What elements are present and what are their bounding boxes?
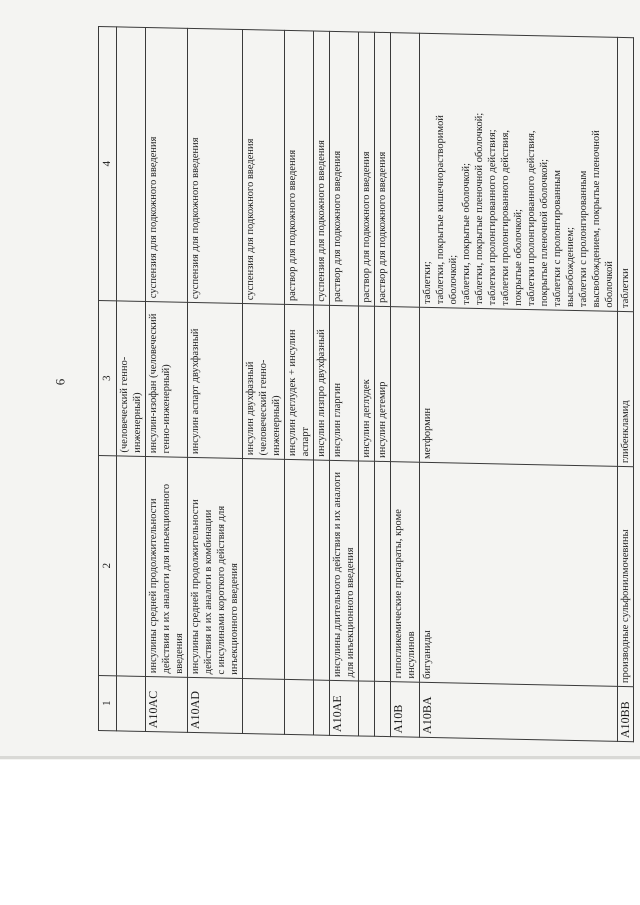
drug-line: инсулин деглудек [361, 379, 372, 458]
group-line: инсулины средней продолжительности [190, 499, 201, 675]
atc-code-cell [359, 681, 375, 736]
page-number: 6 [52, 378, 68, 386]
header-row [99, 27, 117, 731]
table-row [359, 32, 375, 736]
form-cell [618, 37, 634, 311]
drug-cell [243, 304, 285, 460]
group-cell [375, 461, 391, 681]
form-line: суспензия для подкожного введения [148, 136, 159, 299]
form-line: раствор для подкожного введения [287, 149, 298, 302]
form-line: таблетки пролонгированного действия, [526, 130, 537, 307]
group-line: инсулины средней продолжительности [148, 498, 159, 674]
group-cell [285, 459, 314, 680]
drug-line: генно-инженерный) [161, 364, 172, 454]
form-line: суспензия для подкожного введения [316, 140, 327, 302]
form-cell [285, 30, 314, 305]
table-row [375, 32, 391, 736]
group-line: введения [174, 633, 185, 674]
form-line: таблетки [620, 268, 631, 309]
drug-cell [330, 305, 359, 461]
table-row [117, 27, 146, 732]
form-line: таблетки с пролонгированным [552, 169, 563, 307]
group-line: инъекционного введения [229, 562, 240, 675]
form-line: таблетки; [422, 261, 433, 305]
form-cell [375, 32, 391, 306]
table-row [188, 28, 243, 733]
form-line: таблетки, покрытые оболочкой; [461, 162, 472, 305]
drug-line: инсулин детемир [377, 381, 388, 459]
drug-line: инженерный) [271, 395, 282, 456]
group-cell [618, 466, 634, 686]
group-line: бигуаниды [422, 630, 433, 680]
header-cell: 3 [99, 301, 117, 456]
drug-line: (человеческий генно- [119, 356, 130, 453]
header-cell: 2 [99, 456, 117, 676]
drug-cell [117, 301, 146, 457]
form-line: раствор для подкожного введения [361, 151, 372, 303]
form-line: оболочкой [604, 260, 615, 308]
drug-cell [314, 305, 330, 460]
group-line: производные сульфонилмочевины [620, 529, 631, 684]
group-cell [359, 461, 375, 681]
rotated-table-container [98, 27, 632, 741]
form-line: оболочкой; [448, 254, 459, 305]
drug-line: инсулин лизпро двухфазный [316, 329, 327, 457]
drug-cell [391, 307, 420, 463]
table-row [391, 33, 420, 738]
header-cell: 1 [99, 676, 117, 731]
drug-line: инсулин-изофан (человеческий [148, 313, 159, 454]
form-cell [359, 32, 375, 306]
form-line: суспензия для подкожного введения [245, 138, 256, 301]
table-row [330, 31, 359, 736]
drug-line: инсулин аспарт двухфазный [190, 328, 201, 455]
table-row [618, 37, 634, 741]
atc-code-cell [243, 679, 285, 735]
form-cell [391, 33, 420, 308]
form-line: таблетки пролонгированного действия, [500, 129, 511, 306]
scan-edge [0, 756, 640, 759]
drug-cell [359, 306, 375, 461]
drug-cell [285, 304, 314, 460]
group-line: для инъекционного введения [345, 547, 356, 678]
drug-line: инсулин гларгин [332, 382, 343, 458]
drug-cell [146, 301, 188, 457]
drug-line: метформин [422, 407, 433, 460]
form-line: таблетки, покрытые пленочной оболочкой; [474, 112, 485, 306]
form-line: покрытые пленочной оболочкой; [539, 158, 550, 307]
group-cell [188, 457, 243, 678]
group-line: инсулины длительного действия и их аналоги [332, 471, 343, 678]
form-line: высвобождением, покрытые пленочной [591, 130, 602, 308]
form-line: таблетки с пролонгированным [578, 170, 589, 308]
group-cell [330, 460, 359, 681]
atc-code-cell [117, 676, 146, 732]
table-row [285, 30, 314, 735]
group-line: с инсулинами короткого действия для [216, 505, 227, 675]
header-cell: 4 [99, 27, 117, 301]
form-line: раствор для подкожного введения [332, 150, 343, 303]
group-cell [117, 456, 146, 677]
form-cell [420, 33, 618, 311]
atc-code-cell: A10AC [146, 676, 188, 732]
group-line: инсулинов [406, 631, 417, 679]
drug-cell [420, 307, 618, 466]
form-line: таблетки пролонгированного действия; [487, 129, 498, 306]
atc-code-cell [285, 679, 314, 735]
table-row [420, 33, 618, 741]
table-row [243, 30, 285, 735]
form-cell [188, 28, 243, 303]
atc-code-cell: A10AD [188, 677, 243, 733]
drug-cell [188, 302, 243, 458]
form-cell [146, 27, 188, 302]
group-line: гипогликемические препараты, кроме [393, 509, 404, 679]
atc-code-cell: A10BB [618, 686, 634, 741]
atc-code-cell: A10AE [330, 680, 359, 736]
group-cell [314, 460, 330, 680]
drug-line: (человеческий генно- [258, 359, 269, 456]
drug-line: глибенкламид [620, 400, 631, 464]
group-cell [420, 462, 618, 686]
drug-cell [375, 306, 391, 461]
drug-line: инженерный) [132, 392, 143, 453]
form-line: покрытые оболочкой; [513, 208, 524, 306]
group-line: действия и их аналоги в комбинации [203, 509, 214, 675]
form-cell [330, 31, 359, 306]
drug-line: инсулин двухфазный [245, 361, 256, 456]
group-cell [391, 462, 420, 683]
form-line: суспензия для подкожного введения [190, 137, 201, 300]
atc-code-cell [314, 680, 330, 735]
form-line: высвобождением; [565, 226, 576, 308]
form-cell [243, 30, 285, 305]
form-line: таблетки, покрытые кишечнорастворимой [435, 114, 446, 305]
group-cell [243, 459, 285, 680]
atc-code-cell: A10BA [420, 682, 618, 741]
group-line: действия и их аналоги для инъекционного [161, 483, 172, 674]
form-cell [314, 31, 330, 305]
table-row [314, 31, 330, 735]
drug-line: аспарт [300, 426, 311, 457]
drug-line: инсулин деглудек + инсулин [287, 329, 298, 457]
group-cell [146, 456, 188, 677]
atc-code-cell: A10B [391, 682, 420, 738]
drug-cell [618, 311, 634, 466]
table-row [146, 27, 188, 732]
atc-code-cell [375, 681, 391, 736]
form-cell [117, 27, 146, 302]
form-line: раствор для подкожного введения [377, 151, 388, 304]
drug-table [98, 26, 634, 742]
